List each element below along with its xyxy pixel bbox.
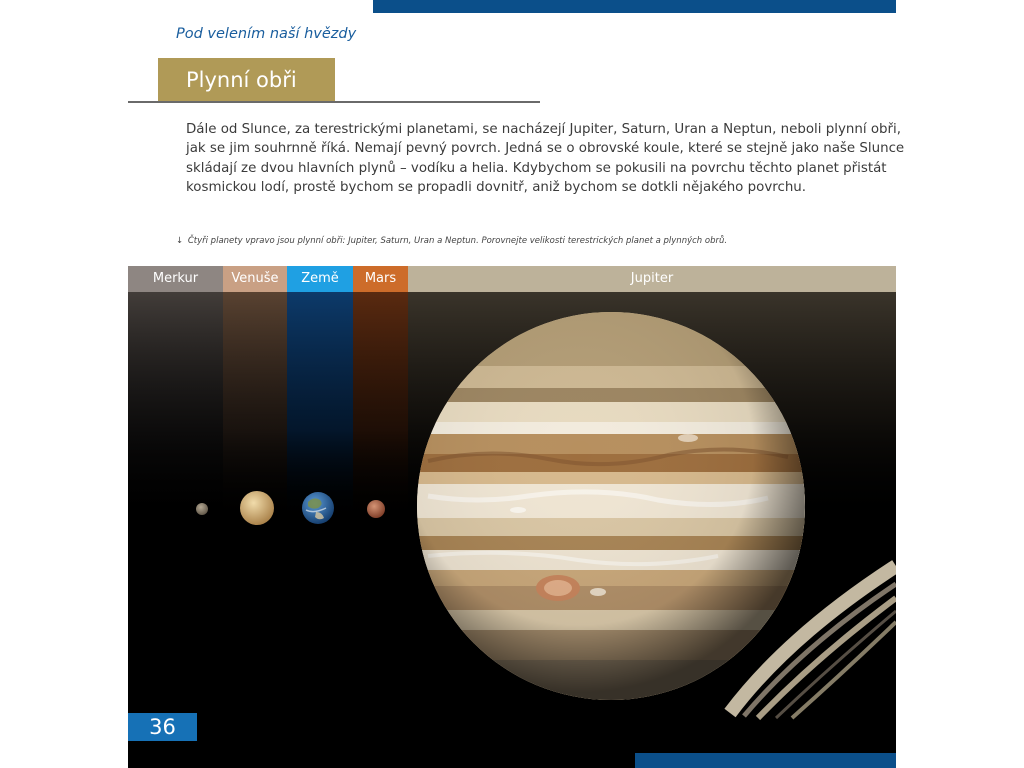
mars-planet [367, 500, 385, 518]
body-line: skládají ze dvou hlavních plynů – vodíku a helia. Kdybychom se pokusili na povrchu těchto planet přistát [186, 160, 887, 176]
planet-illustration [128, 266, 896, 768]
caption-text: Čtyři planety vpravo jsou plynní obři: Jupiter, Saturn, Uran a Neptun. Porovnejte velikosti terestrických planet a plynných obrů. [187, 236, 728, 246]
page-number: 36 [149, 715, 176, 739]
figure-caption [176, 236, 727, 246]
body-paragraph [186, 120, 905, 197]
top-accent-bar [373, 0, 896, 13]
body-line: jak se jim souhrnně říká. Nemají pevný povrch. Jedná se o obrovské koule, které se stejně jako naše Slunce [186, 141, 905, 157]
label-merkur: Merkur [152, 271, 199, 286]
down-arrow-icon: ↓ [176, 236, 184, 246]
label-venuse: Venuše [231, 271, 279, 286]
merkur-column [128, 292, 223, 522]
merkur-planet [196, 503, 208, 515]
section-title-rule [128, 101, 540, 103]
body-line: kosmickou lodí, prostě bychom se propadli dovnitř, aniž bychom se dotkli nějakého povrchu. [186, 179, 807, 195]
body-line: Dále od Slunce, za terestrickými planetami, se nacházejí Jupiter, Saturn, Uran a Neptun, neboli plynní obři, [186, 122, 901, 137]
mars-column [353, 292, 408, 522]
planet-comparison-figure [128, 266, 896, 768]
label-zeme: Země [301, 271, 339, 286]
bottom-accent-bar [635, 753, 896, 768]
planet-label-bar [128, 266, 896, 292]
zeme-planet [302, 492, 334, 524]
label-mars: Mars [364, 271, 397, 286]
section-title: Plynní obři [186, 68, 297, 92]
venuse-column [223, 292, 287, 522]
running-head: Pod velením naší hvězdy [176, 26, 357, 42]
zeme-column [287, 292, 353, 522]
venuse-planet [240, 491, 274, 525]
label-jupiter: Jupiter [630, 271, 674, 286]
